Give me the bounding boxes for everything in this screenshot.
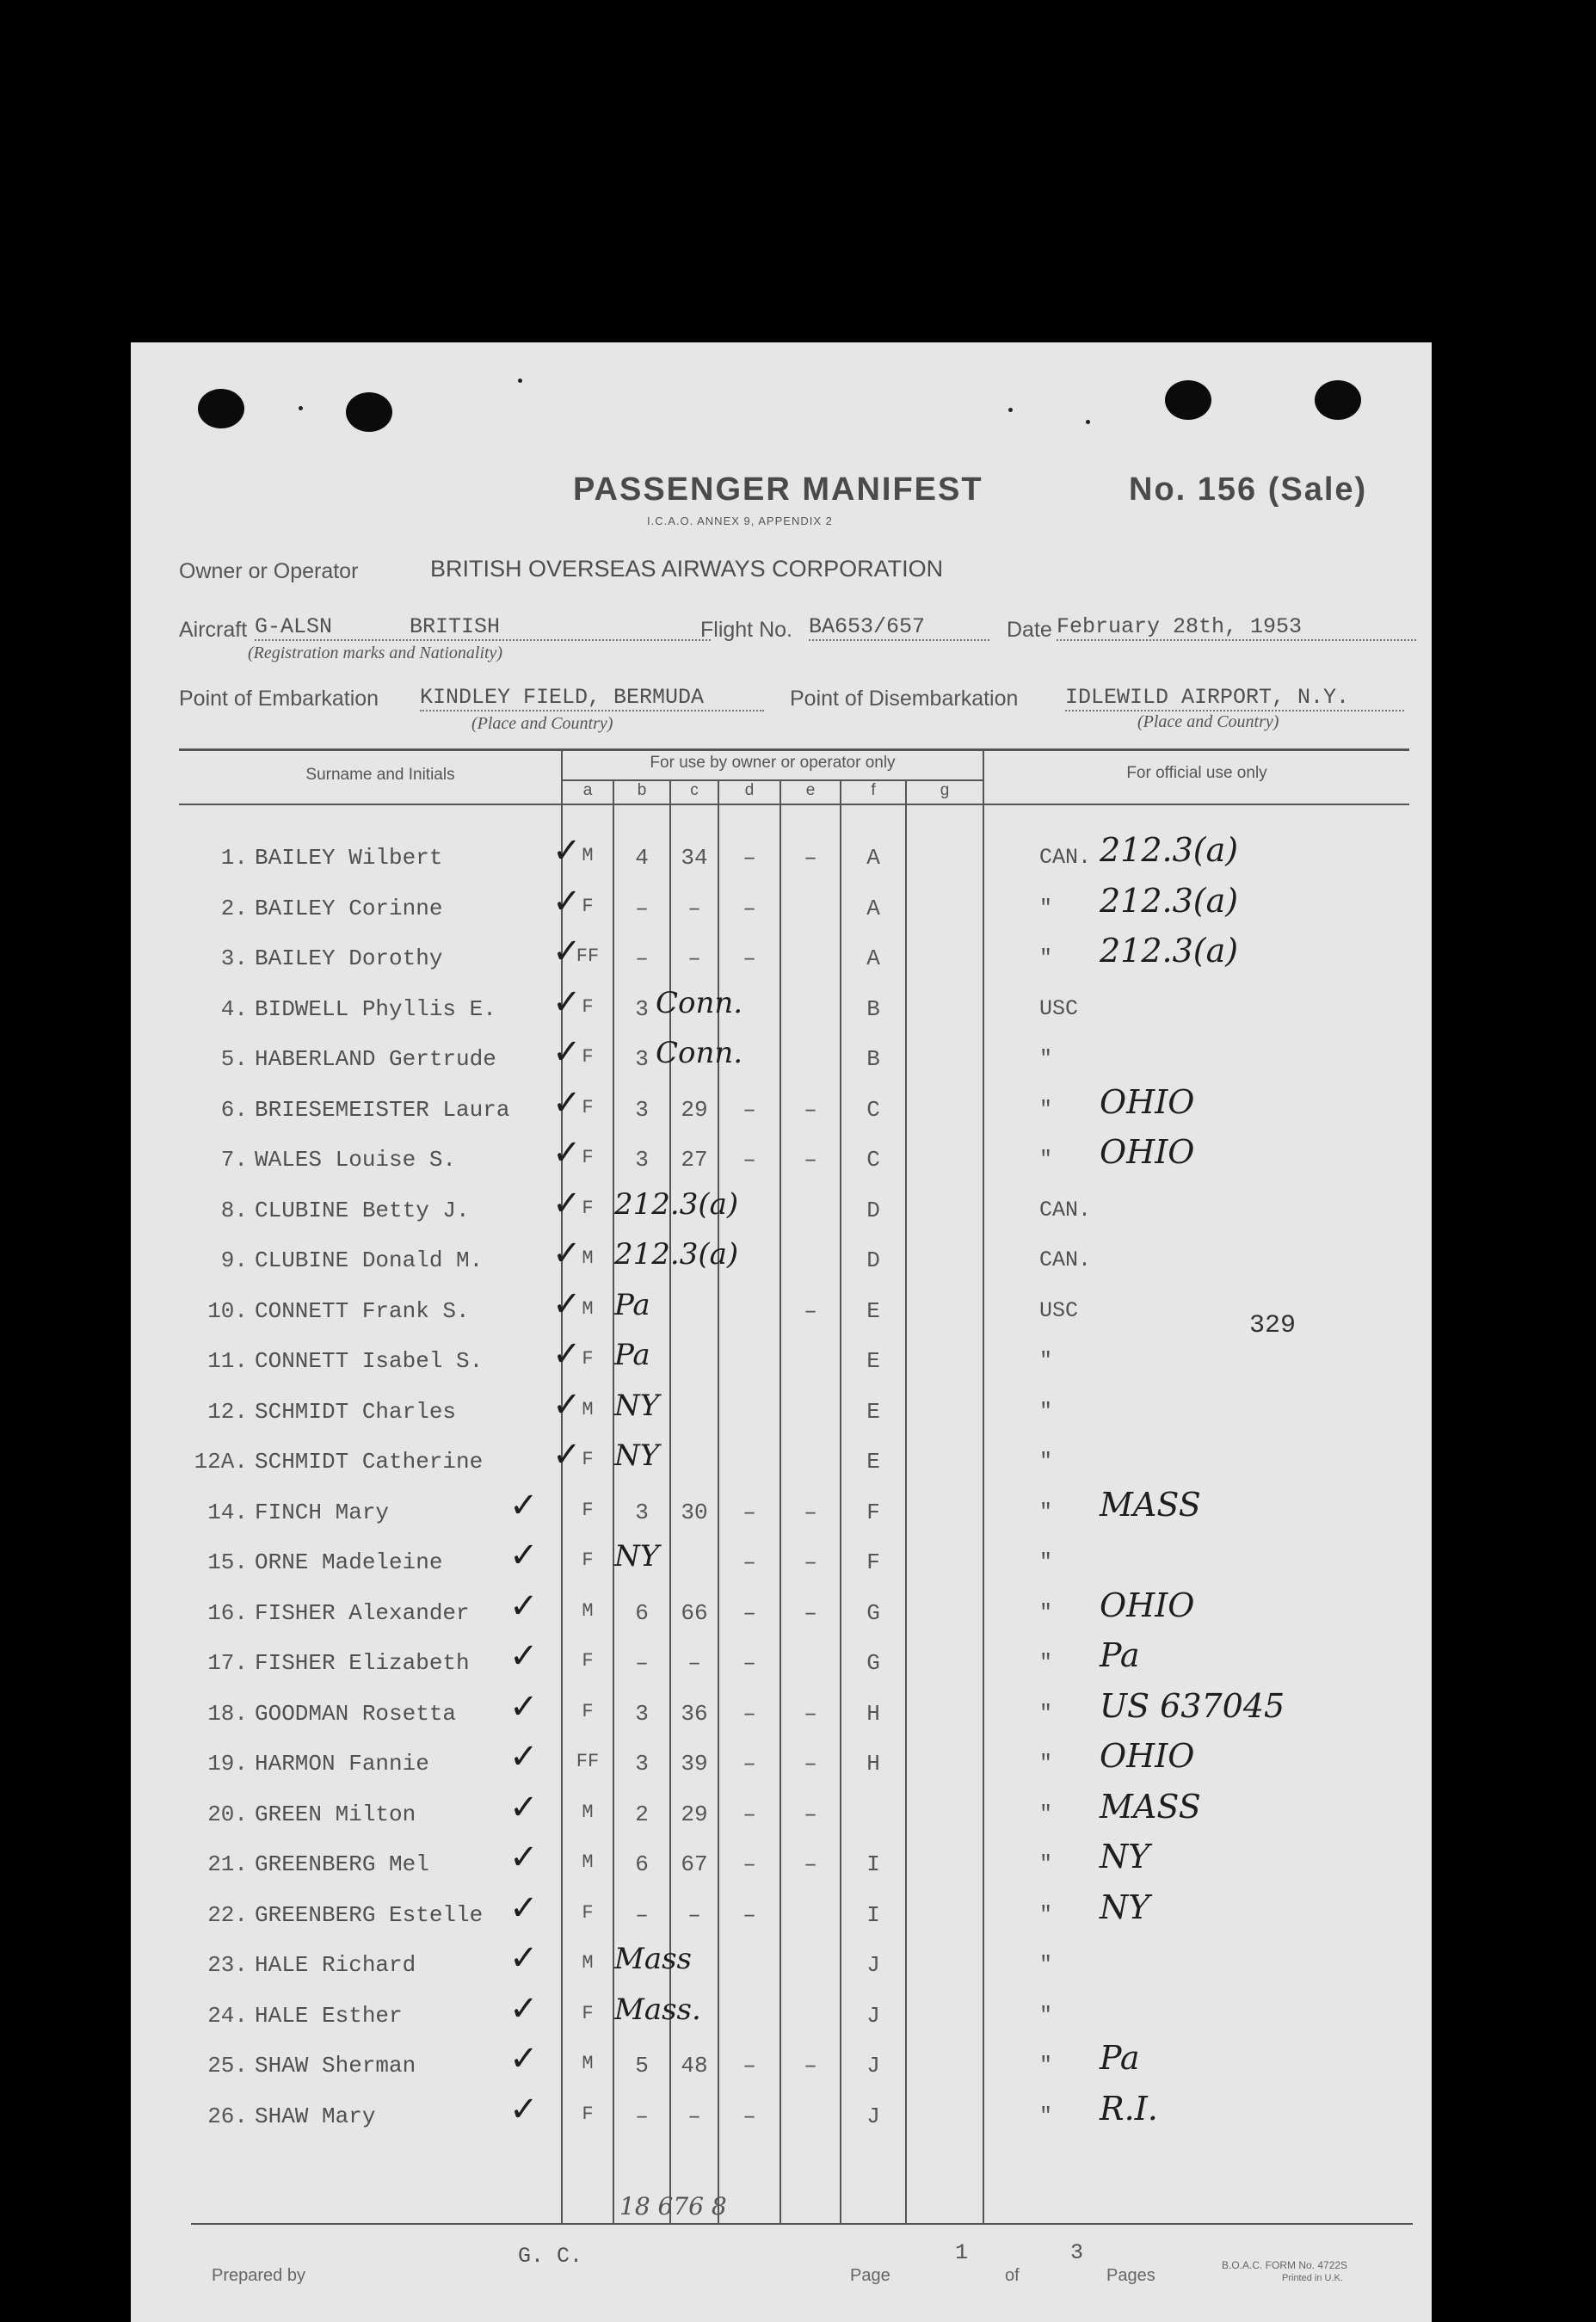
embark-label: Point of Embarkation <box>179 687 379 711</box>
col-b-handwritten: NY <box>614 1388 660 1423</box>
check-mark: ✓ <box>509 1888 539 1928</box>
pages-value: 3 <box>1070 2240 1084 2265</box>
row-number: 26. <box>207 2103 248 2129</box>
col-f-value: J <box>866 2053 880 2079</box>
col-f-value: A <box>866 845 880 871</box>
col-d-value: – <box>743 1700 756 1727</box>
col-header-g: g <box>940 781 950 799</box>
col-b-value: 3 <box>635 1147 649 1173</box>
punch-hole <box>1315 380 1361 420</box>
col-b-value: – <box>635 1650 649 1676</box>
official-status: " <box>1039 1952 1053 1977</box>
col-f-value: E <box>866 1449 880 1475</box>
col-d-value: – <box>743 2053 756 2079</box>
row-number: 14. <box>207 1499 248 1525</box>
official-status: " <box>1039 895 1053 921</box>
col-d-value: – <box>743 2103 756 2129</box>
col-a-value: F <box>582 1046 594 1068</box>
row-number: 9. <box>220 1247 248 1273</box>
col-b-handwritten: 212.3(a) <box>614 1186 739 1222</box>
col-header-e: e <box>805 781 816 799</box>
col-a-value: F <box>582 1901 594 1924</box>
official-note: 212.3(a) <box>1100 831 1239 869</box>
col-b-handwritten: Pa <box>614 1338 650 1372</box>
row-number: 19. <box>207 1751 248 1777</box>
aircraft-label: Aircraft <box>179 618 248 642</box>
check-mark: ✓ <box>552 932 582 971</box>
passenger-name: SCHMIDT Charles <box>255 1398 457 1425</box>
official-status: " <box>1039 1801 1053 1826</box>
col-a-value: F <box>582 1650 594 1672</box>
col-f-value: F <box>866 1499 880 1525</box>
passenger-name: FINCH Mary <box>255 1499 390 1525</box>
official-note: OHIO <box>1100 1133 1195 1171</box>
punch-hole <box>1165 380 1211 420</box>
col-e-value: – <box>804 845 817 871</box>
col-e-value: – <box>804 1599 817 1626</box>
passenger-name: CONNETT Isabel S. <box>255 1348 484 1374</box>
table-top-rule <box>179 748 1409 751</box>
table-header-rule <box>179 804 1409 805</box>
date-value: February 28th, 1953 <box>1057 614 1416 641</box>
col-e-value: – <box>804 1801 817 1827</box>
check-mark: ✓ <box>552 1334 582 1374</box>
table-bottom-rule <box>191 2223 1413 2225</box>
col-d-value: – <box>743 1499 756 1525</box>
col-a-value: M <box>582 1247 594 1269</box>
col-c-value: – <box>687 2103 701 2129</box>
official-status: " <box>1039 1700 1053 1726</box>
official-status: " <box>1039 1147 1053 1172</box>
col-a-value: F <box>582 1096 594 1118</box>
check-mark: ✓ <box>552 1435 582 1475</box>
official-status: " <box>1039 1901 1053 1927</box>
col-c-value: 29 <box>681 1096 708 1123</box>
passenger-name: HARMON Fannie <box>255 1751 429 1777</box>
aircraft-note: (Registration marks and Nationality) <box>248 644 503 662</box>
col-a-value: M <box>582 1952 594 1974</box>
col-b-value: – <box>635 895 649 921</box>
disembark-note: (Place and Country) <box>1137 712 1279 731</box>
manifest-subtitle: I.C.A.O. ANNEX 9, APPENDIX 2 <box>647 514 833 527</box>
official-status: " <box>1039 1499 1053 1524</box>
col-c-value: 39 <box>681 1751 708 1777</box>
col-b-value: – <box>635 945 649 971</box>
col-header-f: f <box>871 781 876 799</box>
row-number: 22. <box>207 1901 248 1928</box>
col-rule-official <box>983 750 984 2223</box>
col-d-value: – <box>743 945 756 971</box>
passenger-name: SHAW Mary <box>255 2103 376 2129</box>
col-b-value: 3 <box>635 995 649 1022</box>
col-d-value: – <box>743 1650 756 1676</box>
col-f-value: J <box>866 2103 880 2129</box>
col-a-value: FF <box>576 945 600 967</box>
col-d-value: – <box>743 1901 756 1928</box>
col-b-handwritten: Mass. <box>614 1992 701 2027</box>
col-a-value: F <box>582 1449 594 1470</box>
col-e-value: – <box>804 2053 817 2079</box>
row-number: 17. <box>207 1650 248 1676</box>
col-b-value: 6 <box>635 1851 649 1877</box>
official-status: CAN. <box>1039 845 1092 870</box>
col-f-value: B <box>866 1046 880 1072</box>
operator-header: For use by owner or operator only <box>650 754 896 772</box>
passenger-name: BRIESEMEISTER Laura <box>255 1096 510 1123</box>
official-status: " <box>1039 1650 1053 1675</box>
col-a-value: M <box>582 1801 594 1823</box>
col-a-value: F <box>582 1549 594 1571</box>
passenger-name: HABERLAND Gertrude <box>255 1046 496 1072</box>
col-f-value: D <box>866 1197 880 1223</box>
col-b-value: 2 <box>635 1801 649 1827</box>
passenger-name: CLUBINE Donald M. <box>255 1247 484 1273</box>
punch-hole <box>346 392 392 432</box>
official-status: " <box>1039 1751 1053 1776</box>
row-number: 11. <box>207 1348 248 1374</box>
row-number: 8. <box>220 1197 248 1223</box>
col-f-value: J <box>866 2002 880 2029</box>
form-number: B.O.A.C. FORM No. 4722S <box>1222 2259 1348 2271</box>
col-d-value: – <box>743 895 756 921</box>
speck <box>518 379 522 383</box>
official-note: OHIO <box>1100 1082 1195 1121</box>
embark-note: (Place and Country) <box>471 714 613 733</box>
official-status: " <box>1039 1549 1053 1574</box>
col-d-value: – <box>743 1549 756 1575</box>
printed-note: Printed in U.K. <box>1282 2273 1343 2283</box>
col-f-value: H <box>866 1700 880 1727</box>
passenger-name: GREENBERG Estelle <box>255 1901 484 1928</box>
col-b-value: 3 <box>635 1499 649 1525</box>
col-e-value: – <box>804 1096 817 1123</box>
col-a-value: M <box>582 1398 594 1420</box>
col-header-b: b <box>637 781 647 799</box>
col-a-value: M <box>582 1297 594 1320</box>
col-e-value: – <box>804 1297 817 1324</box>
row-number: 1. <box>220 845 248 871</box>
column-totals: 18 676 8 <box>619 2192 727 2220</box>
col-e-value: – <box>804 1700 817 1727</box>
prepared-value: G. C. <box>518 2244 583 2269</box>
col-b-value: 3 <box>635 1751 649 1777</box>
col-a-value: F <box>582 2002 594 2024</box>
punch-hole <box>198 389 244 428</box>
aircraft-value <box>255 614 711 641</box>
passenger-name: BAILEY Wilbert <box>255 845 443 871</box>
col-c-value: 34 <box>681 845 708 871</box>
col-rule-g <box>905 779 907 2223</box>
col-f-value: E <box>866 1297 880 1324</box>
col-b-value: 4 <box>635 845 649 871</box>
check-mark: ✓ <box>509 2039 539 2079</box>
official-status: " <box>1039 2053 1053 2078</box>
pages-label: Pages <box>1106 2266 1155 2285</box>
col-e-value: – <box>804 1147 817 1173</box>
check-mark: ✓ <box>552 1082 582 1123</box>
check-mark: ✓ <box>552 1133 582 1173</box>
check-mark: ✓ <box>552 1032 582 1072</box>
col-c-value: – <box>687 1650 701 1676</box>
official-status: USC <box>1039 1297 1079 1323</box>
page-label: Page <box>850 2266 890 2285</box>
owner-value: BRITISH OVERSEAS AIRWAYS CORPORATION <box>430 556 944 582</box>
col-a-value: F <box>582 1499 594 1521</box>
passenger-name: BAILEY Dorothy <box>255 945 443 971</box>
official-status: CAN. <box>1039 1247 1092 1272</box>
col-d-value: – <box>743 1096 756 1123</box>
passenger-name: SHAW Sherman <box>255 2053 416 2079</box>
col-a-value: M <box>582 1851 594 1873</box>
col-b-handwritten: NY <box>614 1438 660 1473</box>
official-status: " <box>1039 1599 1053 1625</box>
col-b-value: 6 <box>635 1599 649 1626</box>
col-d-value: – <box>743 1851 756 1877</box>
passenger-name: BAILEY Corinne <box>255 895 443 921</box>
passenger-name: ORNE Madeleine <box>255 1549 443 1575</box>
official-status: " <box>1039 1046 1053 1071</box>
row-number: 23. <box>207 1952 248 1978</box>
col-f-value: I <box>866 1901 880 1928</box>
row-number: 15. <box>207 1549 248 1575</box>
speck <box>1008 408 1013 412</box>
col-e-value: – <box>804 1751 817 1777</box>
col-f-value: J <box>866 1952 880 1978</box>
col-d-value: – <box>743 1599 756 1626</box>
col-c-value: 67 <box>681 1851 708 1877</box>
official-note: NY <box>1100 1888 1150 1926</box>
check-mark: ✓ <box>509 1787 539 1827</box>
side-number: 329 <box>1249 1311 1297 1340</box>
col-f-value: H <box>866 1751 880 1777</box>
col-c-value: 30 <box>681 1499 708 1525</box>
row-number: 5. <box>220 1046 248 1072</box>
col-b-value: 3 <box>635 1046 649 1072</box>
passenger-name: CONNETT Frank S. <box>255 1297 470 1324</box>
official-status: " <box>1039 1398 1053 1424</box>
check-mark: ✓ <box>552 1234 582 1273</box>
col-f-value: A <box>866 895 880 921</box>
col-f-value: G <box>866 1599 880 1626</box>
row-number: 2. <box>220 895 248 921</box>
official-note: OHIO <box>1100 1737 1195 1775</box>
passenger-name: FISHER Alexander <box>255 1599 470 1626</box>
col-c-value: – <box>687 1901 701 1928</box>
check-mark: ✓ <box>509 1838 539 1877</box>
col-e-value: – <box>804 1851 817 1877</box>
official-status: " <box>1039 2002 1053 2028</box>
aircraft-nationality: BRITISH <box>410 614 501 639</box>
col-c-value: 36 <box>681 1700 708 1727</box>
passenger-name: SCHMIDT Catherine <box>255 1449 484 1475</box>
col-d-value: – <box>743 845 756 871</box>
col-c-handwritten: Conn. <box>656 1036 743 1070</box>
col-b-value: 3 <box>635 1096 649 1123</box>
official-note: 212.3(a) <box>1100 932 1239 970</box>
row-number: 24. <box>207 2002 248 2029</box>
flight-label: Flight No. <box>700 618 792 642</box>
passenger-name: HALE Richard <box>255 1952 416 1978</box>
col-a-value: F <box>582 1700 594 1722</box>
surname-header: Surname and Initials <box>305 766 455 784</box>
embark-value: KINDLEY FIELD, BERMUDA <box>420 685 764 711</box>
col-f-value: D <box>866 1247 880 1273</box>
check-mark: ✓ <box>509 1636 539 1676</box>
col-b-handwritten: NY <box>614 1539 660 1574</box>
official-header: For official use only <box>1126 764 1267 782</box>
col-a-value: F <box>582 995 594 1018</box>
col-a-value: F <box>582 2103 594 2125</box>
row-number: 7. <box>220 1147 248 1173</box>
col-c-value: 29 <box>681 1801 708 1827</box>
row-number: 10. <box>207 1297 248 1324</box>
col-a-value: F <box>582 1197 594 1219</box>
col-b-handwritten: 212.3(a) <box>614 1237 739 1272</box>
prepared-label: Prepared by <box>212 2266 305 2285</box>
row-number: 18. <box>207 1700 248 1727</box>
official-status: CAN. <box>1039 1197 1092 1223</box>
row-number: 16. <box>207 1599 248 1626</box>
official-status: " <box>1039 2103 1053 2128</box>
col-a-value: F <box>582 895 594 917</box>
row-number: 12. <box>207 1398 248 1425</box>
official-note: Pa <box>1100 2039 1140 2077</box>
col-f-value: A <box>866 945 880 971</box>
col-c-handwritten: Conn. <box>656 985 743 1020</box>
passenger-name: GOODMAN Rosetta <box>255 1700 457 1727</box>
col-c-value: 27 <box>681 1147 708 1173</box>
col-d-value: – <box>743 1751 756 1777</box>
passenger-name: CLUBINE Betty J. <box>255 1197 470 1223</box>
check-mark: ✓ <box>552 831 582 871</box>
row-number: 20. <box>207 1801 248 1827</box>
col-a-value: M <box>582 2053 594 2074</box>
check-mark: ✓ <box>552 1384 582 1425</box>
of-label: of <box>1005 2266 1020 2285</box>
row-number: 12A. <box>194 1449 248 1475</box>
passenger-name: WALES Louise S. <box>255 1147 457 1173</box>
col-f-value: F <box>866 1549 880 1575</box>
col-header-d: d <box>744 781 755 799</box>
col-c-value: 48 <box>681 2053 708 2079</box>
col-b-handwritten: Mass <box>614 1942 692 1976</box>
official-note: US 637045 <box>1100 1686 1285 1725</box>
col-f-value: C <box>866 1147 880 1173</box>
aircraft-registration: G-ALSN <box>255 614 333 639</box>
manifest-sheet <box>131 342 1432 2322</box>
official-note: MASS <box>1100 1485 1201 1524</box>
check-mark: ✓ <box>509 1586 539 1626</box>
col-c-value: – <box>687 945 701 971</box>
col-c-value: 66 <box>681 1599 708 1626</box>
official-note: Pa <box>1100 1636 1140 1674</box>
check-mark: ✓ <box>509 1988 539 2029</box>
passenger-name: BIDWELL Phyllis E. <box>255 995 496 1022</box>
col-d-value: – <box>743 1801 756 1827</box>
passenger-name: GREENBERG Mel <box>255 1851 429 1877</box>
row-number: 4. <box>220 995 248 1022</box>
col-b-value: – <box>635 1901 649 1928</box>
passenger-name: GREEN Milton <box>255 1801 416 1827</box>
check-mark: ✓ <box>509 1686 539 1727</box>
check-mark: ✓ <box>552 1183 582 1223</box>
col-f-value: E <box>866 1398 880 1425</box>
official-status: " <box>1039 1348 1053 1373</box>
check-mark: ✓ <box>509 1485 539 1525</box>
official-status: " <box>1039 1851 1053 1876</box>
flight-value: BA653/657 <box>809 614 989 641</box>
check-mark: ✓ <box>552 982 582 1022</box>
col-f-value: E <box>866 1348 880 1374</box>
check-mark: ✓ <box>509 1536 539 1575</box>
col-f-value: G <box>866 1650 880 1676</box>
col-header-c: c <box>690 781 699 799</box>
col-a-value: FF <box>576 1751 600 1772</box>
official-note: NY <box>1100 1838 1150 1875</box>
col-a-value: F <box>582 1147 594 1168</box>
col-e-value: – <box>804 1549 817 1575</box>
speck <box>1086 420 1090 424</box>
col-b-value: – <box>635 2103 649 2129</box>
check-mark: ✓ <box>509 2089 539 2129</box>
page-value: 1 <box>955 2240 969 2265</box>
official-status: USC <box>1039 995 1079 1021</box>
row-number: 6. <box>220 1096 248 1123</box>
check-mark: ✓ <box>509 1938 539 1978</box>
speck <box>299 406 303 410</box>
row-number: 3. <box>220 945 248 971</box>
official-status: " <box>1039 945 1053 970</box>
col-e-value: – <box>804 1499 817 1525</box>
row-number: 25. <box>207 2053 248 2079</box>
col-b-value: 5 <box>635 2053 649 2079</box>
official-note: OHIO <box>1100 1586 1195 1624</box>
passenger-name: FISHER Elizabeth <box>255 1650 470 1676</box>
disembark-value: IDLEWILD AIRPORT, N.Y. <box>1065 685 1404 711</box>
manifest-number: No. 156 (Sale) <box>1129 471 1368 508</box>
row-number: 21. <box>207 1851 248 1877</box>
manifest-title: PASSENGER MANIFEST <box>573 471 983 508</box>
col-b-value: 3 <box>635 1700 649 1727</box>
passenger-name: HALE Esther <box>255 2002 403 2029</box>
col-a-value: M <box>582 845 594 866</box>
check-mark: ✓ <box>552 1284 582 1324</box>
col-f-value: C <box>866 1096 880 1123</box>
col-a-value: F <box>582 1348 594 1370</box>
check-mark: ✓ <box>552 881 582 921</box>
col-f-value: B <box>866 995 880 1022</box>
col-f-value: I <box>866 1851 880 1877</box>
date-label: Date <box>1007 618 1052 642</box>
official-note: R.I. <box>1100 2089 1158 2128</box>
col-header-a: a <box>582 781 593 799</box>
official-note: 212.3(a) <box>1100 881 1239 920</box>
check-mark: ✓ <box>509 1737 539 1777</box>
col-b-handwritten: Pa <box>614 1287 650 1322</box>
official-status: " <box>1039 1096 1053 1122</box>
col-c-value: – <box>687 895 701 921</box>
col-a-value: M <box>582 1599 594 1622</box>
official-note: MASS <box>1100 1787 1201 1826</box>
owner-label: Owner or Operator <box>179 559 359 583</box>
col-d-value: – <box>743 1147 756 1173</box>
official-status: " <box>1039 1449 1053 1474</box>
disembark-label: Point of Disembarkation <box>790 687 1019 711</box>
